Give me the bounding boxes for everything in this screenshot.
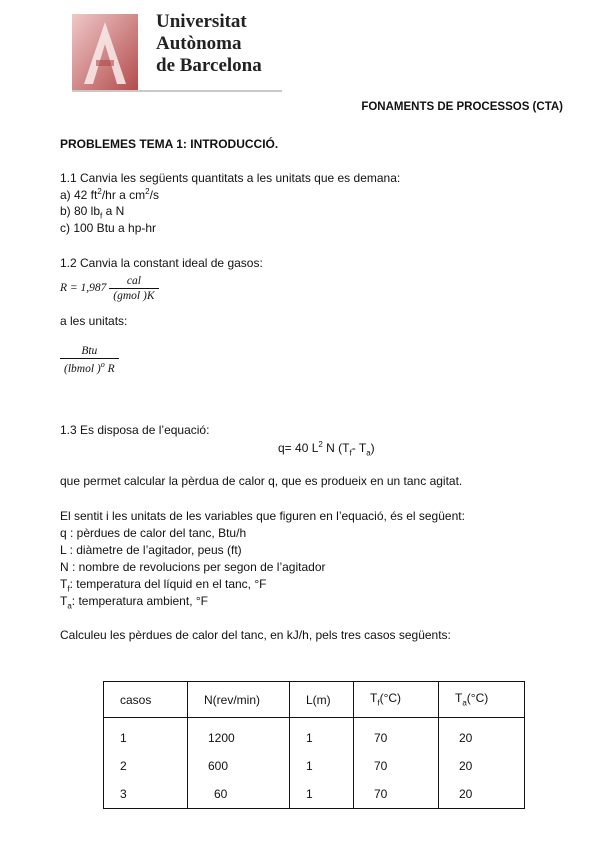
p3-description: que permet calcular la pèrdua de calor q, que es produeix en un tanc agitat. xyxy=(60,474,463,488)
course-title: FONAMENTS DE PROCESSOS (CTA) xyxy=(361,101,563,113)
logo-line-3: de Barcelona xyxy=(156,55,262,76)
header-tf-post: (°C) xyxy=(379,691,402,706)
header-ta-sub: a xyxy=(462,698,467,708)
var-ta-sub: a xyxy=(67,601,72,611)
var-tf-post: : temperatura del líquid en el tanc, °F xyxy=(69,577,267,591)
header-casos: casos xyxy=(104,682,188,718)
var-tf xyxy=(60,577,266,593)
cell-ta: 20 xyxy=(439,780,525,809)
p1-b-sub: f xyxy=(100,211,103,221)
p1-item-b xyxy=(60,204,124,220)
target-units-fraction xyxy=(60,345,119,375)
heat-loss-equation xyxy=(278,440,375,457)
target-units-formula xyxy=(60,345,119,375)
cell-l: 1 xyxy=(290,752,354,780)
p1-a-pre: a) 42 ft xyxy=(60,188,98,202)
header-ta-post: (°C) xyxy=(466,691,489,706)
eq-post: ) xyxy=(370,441,375,455)
gas-constant-left: R = 1,987 xyxy=(60,282,107,295)
p1-a-sup1: 2 xyxy=(97,187,102,196)
page-title: PROBLEMES TEMA 1: INTRODUCCIÓ. xyxy=(60,137,279,151)
table-header-row xyxy=(104,682,525,718)
table-row xyxy=(104,780,525,809)
cell-tf: 70 xyxy=(354,718,439,753)
p3-vars-intro: El sentit i les unitats de les variables que figuren en l’equació, és el següent: xyxy=(60,509,465,523)
p2-units-text: a les unitats: xyxy=(60,314,128,328)
target-units-den-post: R xyxy=(104,362,115,375)
header-n: N(rev/min) xyxy=(188,682,290,718)
header-ta xyxy=(439,682,525,718)
target-units-den-pre: (lbmol ) xyxy=(64,362,101,375)
uab-logo-mark xyxy=(72,14,138,92)
cases-table xyxy=(103,681,525,809)
p1-b-post: a N xyxy=(102,204,125,218)
p1-a-post: /s xyxy=(149,188,159,202)
uab-logo xyxy=(72,14,138,92)
p1-intro: 1.1 Canvia les següents quantitats a les unitats que es demana: xyxy=(60,171,401,185)
target-units-numerator: Btu xyxy=(81,345,98,357)
cell-case: 2 xyxy=(104,752,188,780)
header-ta-pre: T xyxy=(455,691,463,706)
cell-tf: 70 xyxy=(354,780,439,809)
var-ta-post: : temperatura ambient, °F xyxy=(71,594,208,608)
logo-line-1: Universitat xyxy=(156,11,247,32)
p2-intro: 1.2 Canvia la constant ideal de gasos: xyxy=(60,256,263,270)
gas-constant-numerator: cal xyxy=(126,275,141,287)
p1-item-a xyxy=(60,187,159,202)
gas-constant-formula xyxy=(60,275,159,302)
cell-l: 1 xyxy=(290,718,354,753)
var-l: L : diàmetre de l’agitador, peus (ft) xyxy=(60,543,242,557)
cell-case: 1 xyxy=(104,718,188,753)
eq-mid: N (T xyxy=(322,441,350,455)
eq-mid2: - T xyxy=(351,441,367,455)
cell-n: 1200 xyxy=(188,718,290,753)
p3-intro: 1.3 Es disposa de l’equació: xyxy=(60,423,210,437)
cell-ta: 20 xyxy=(439,752,525,780)
gas-constant-denominator: (gmol )K xyxy=(109,288,158,302)
p1-a-mid: /hr a cm xyxy=(101,188,146,202)
cell-n: 600 xyxy=(188,752,290,780)
p3-task: Calculeu les pèrdues de calor del tanc, en kJ/h, pels tres casos següents: xyxy=(60,628,451,642)
p1-item-c: c) 100 Btu a hp-hr xyxy=(60,221,157,235)
header-tf xyxy=(354,682,439,718)
var-tf-sub: f xyxy=(67,584,70,594)
target-units-den-sup: o xyxy=(100,360,105,369)
header-tf-pre: T xyxy=(370,691,378,706)
cell-case: 3 xyxy=(104,780,188,809)
cell-tf: 70 xyxy=(354,752,439,780)
eq-pre: q= 40 L xyxy=(278,441,319,455)
gas-constant-fraction xyxy=(109,275,158,302)
cell-l: 1 xyxy=(290,780,354,809)
cell-n: 60 xyxy=(188,780,290,809)
var-q: q : pèrdues de calor del tanc, Btu/h xyxy=(60,526,247,540)
eq-sup: 2 xyxy=(318,440,323,449)
var-tf-pre: T xyxy=(60,577,68,591)
p1-b-pre: b) 80 lb xyxy=(60,204,101,218)
logo-line-2: Autònoma xyxy=(156,33,242,54)
p1-a-sup2: 2 xyxy=(145,187,150,196)
eq-sub1: f xyxy=(349,448,352,458)
var-ta-pre: T xyxy=(60,594,68,608)
university-name xyxy=(156,11,262,77)
var-n: N : nombre de revolucions per segon de l’agitador xyxy=(60,560,326,574)
header-l: L(m) xyxy=(290,682,354,718)
target-units-denominator xyxy=(60,358,119,375)
table-row xyxy=(104,752,525,780)
cell-ta: 20 xyxy=(439,718,525,753)
header-divider xyxy=(72,90,282,92)
header-tf-sub: f xyxy=(377,698,380,708)
var-ta xyxy=(60,594,208,610)
eq-sub2: a xyxy=(366,448,371,458)
table-row xyxy=(104,718,525,753)
